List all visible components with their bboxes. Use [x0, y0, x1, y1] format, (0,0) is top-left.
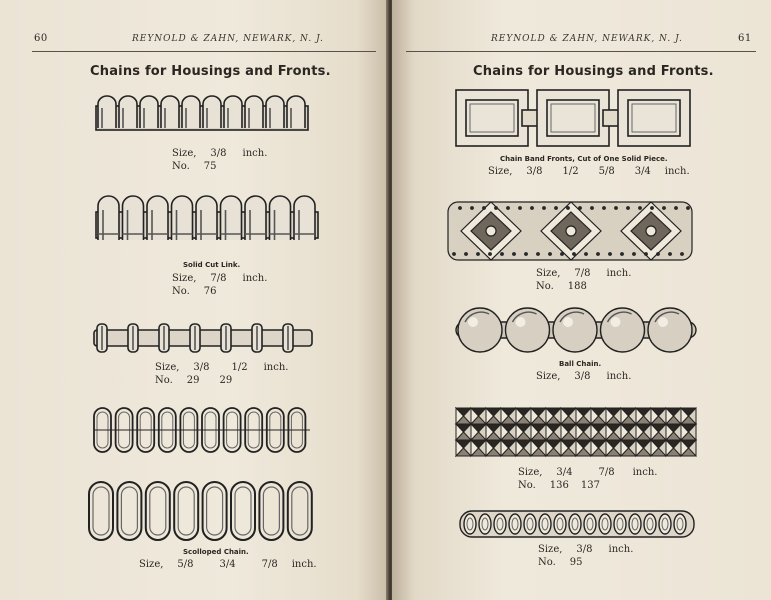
- band-fronts-size-line: Size, 3/8 1/2 5/8 3/4 inch.: [488, 166, 690, 177]
- page-title: Chains for Housings and Fronts.: [473, 64, 714, 79]
- running-head: REYNOLD & ZAHN, NEWARK, N. J.: [132, 34, 324, 44]
- item-95-number-line: No. 95: [538, 557, 583, 568]
- scolloped-caption: Scolloped Chain.: [183, 548, 249, 556]
- item-29-size-line: Size, 3/8 1/2 inch.: [155, 362, 289, 373]
- item-188-size-line: Size, 7/8 inch.: [536, 268, 632, 279]
- header-rule: [32, 51, 376, 52]
- item-95-size-line: Size, 3/8 inch.: [538, 544, 634, 555]
- page-number: 60: [34, 33, 48, 44]
- chain-illustration-scolloped-small: [92, 404, 312, 456]
- ball-chain-size-line: Size, 3/8 inch.: [536, 371, 632, 382]
- chain-illustration-scolloped-large: [86, 478, 318, 544]
- page-title: Chains for Housings and Fronts.: [90, 64, 331, 79]
- item-76-size-line: Size, 7/8 inch.: [172, 273, 268, 284]
- item-76-caption: Solid Cut Link.: [183, 261, 241, 269]
- chain-illustration-ball: [454, 304, 698, 356]
- band-fronts-caption: Chain Band Fronts, Cut of One Solid Piece.: [500, 155, 668, 163]
- item-75-number-line: No. 75: [172, 161, 217, 172]
- page-number: 61: [738, 33, 752, 44]
- ball-chain-caption: Ball Chain.: [559, 360, 602, 368]
- chain-illustration-band-fronts: [454, 88, 698, 150]
- item-76-number-line: No. 76: [172, 286, 217, 297]
- chain-illustration-75: [92, 94, 312, 142]
- chain-illustration-188: [446, 196, 696, 266]
- scolloped-size-line: Size, 5/8 3/4 7/8 inch.: [139, 559, 317, 570]
- chain-illustration-29: [90, 320, 315, 356]
- running-head: REYNOLD & ZAHN, NEWARK, N. J.: [491, 34, 683, 44]
- header-rule: [406, 51, 756, 52]
- item-75-size-line: Size, 3/8 inch.: [172, 148, 268, 159]
- chain-illustration-76: [92, 194, 322, 254]
- item-136-number-line: No. 136 137: [518, 480, 600, 491]
- item-29-number-line: No. 29 29: [155, 375, 233, 386]
- chain-illustration-136-137: [454, 406, 698, 458]
- chain-illustration-95: [458, 508, 698, 540]
- item-136-size-line: Size, 3/4 7/8 inch.: [518, 467, 658, 478]
- item-188-number-line: No. 188: [536, 281, 587, 292]
- right-page: [392, 0, 771, 600]
